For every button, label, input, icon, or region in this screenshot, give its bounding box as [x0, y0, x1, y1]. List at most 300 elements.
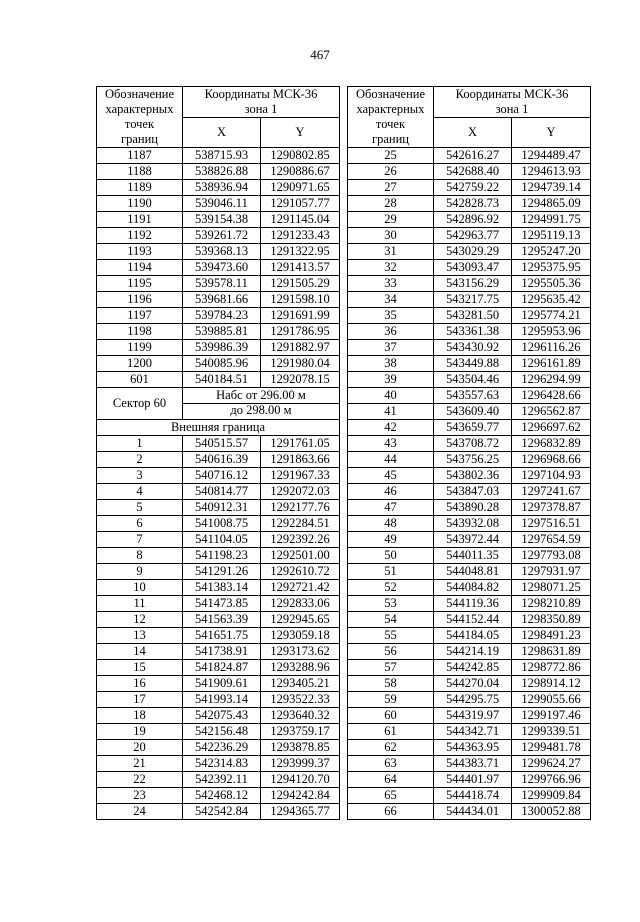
y-coordinate-cell: 1297241.67 — [512, 484, 591, 500]
table-row — [97, 276, 340, 292]
page-number: 467 — [310, 47, 330, 62]
x-coordinate-cell: 544184.05 — [434, 628, 512, 644]
table-row — [348, 356, 591, 372]
x-coordinate-cell: 543890.28 — [434, 500, 512, 516]
y-coordinate-cell: 1293059.18 — [261, 628, 340, 644]
y-coordinate-cell: 1298071.25 — [512, 580, 591, 596]
table-row — [348, 276, 591, 292]
x-coordinate-cell: 539154.38 — [183, 212, 261, 228]
table-row — [97, 692, 340, 708]
point-id-cell: 45 — [348, 468, 434, 484]
point-id-cell: 16 — [97, 676, 183, 692]
x-column-header: X — [183, 118, 261, 148]
point-id-cell: 56 — [348, 644, 434, 660]
x-coordinate-cell: 539681.66 — [183, 292, 261, 308]
point-id-cell: 8 — [97, 548, 183, 564]
y-coordinate-cell: 1299339.51 — [512, 724, 591, 740]
y-coordinate-cell: 1299766.96 — [512, 772, 591, 788]
y-coordinate-cell: 1295247.20 — [512, 244, 591, 260]
point-id-cell: 32 — [348, 260, 434, 276]
table-row — [97, 340, 340, 356]
point-id-cell: 5 — [97, 500, 183, 516]
x-coordinate-cell: 540085.96 — [183, 356, 261, 372]
y-coordinate-cell: 1291505.29 — [261, 276, 340, 292]
point-id-cell: 1198 — [97, 324, 183, 340]
x-coordinate-cell: 543557.63 — [434, 388, 512, 404]
point-id-cell: 39 — [348, 372, 434, 388]
y-coordinate-cell: 1292501.00 — [261, 548, 340, 564]
table-row — [348, 676, 591, 692]
table-row — [348, 788, 591, 804]
y-coordinate-cell: 1291145.04 — [261, 212, 340, 228]
x-coordinate-cell: 542896.92 — [434, 212, 512, 228]
y-coordinate-cell: 1299197.46 — [512, 708, 591, 724]
y-coordinate-cell: 1299055.66 — [512, 692, 591, 708]
table-row — [348, 612, 591, 628]
y-coordinate-cell: 1299481.78 — [512, 740, 591, 756]
x-coordinate-cell: 542075.43 — [183, 708, 261, 724]
table-row — [97, 212, 340, 228]
point-id-cell: 65 — [348, 788, 434, 804]
y-coordinate-cell: 1292392.26 — [261, 532, 340, 548]
y-coordinate-cell: 1298210.89 — [512, 596, 591, 612]
x-coordinate-cell: 541198.23 — [183, 548, 261, 564]
x-coordinate-cell: 543659.77 — [434, 420, 512, 436]
y-coordinate-cell: 1290971.65 — [261, 180, 340, 196]
y-coordinate-cell: 1294991.75 — [512, 212, 591, 228]
point-id-cell: 54 — [348, 612, 434, 628]
point-id-cell: 44 — [348, 452, 434, 468]
table-row — [97, 596, 340, 612]
point-id-cell: 6 — [97, 516, 183, 532]
x-coordinate-cell: 544319.97 — [434, 708, 512, 724]
x-coordinate-cell: 543029.29 — [434, 244, 512, 260]
table-row — [97, 676, 340, 692]
point-id-cell: 25 — [348, 148, 434, 164]
y-coordinate-cell: 1293522.33 — [261, 692, 340, 708]
x-coordinate-cell: 543430.92 — [434, 340, 512, 356]
table-row — [348, 644, 591, 660]
table-row — [348, 164, 591, 180]
table-row — [348, 516, 591, 532]
point-id-cell: 61 — [348, 724, 434, 740]
table-row — [348, 628, 591, 644]
table-row — [348, 740, 591, 756]
table-row — [348, 564, 591, 580]
y-coordinate-cell: 1291057.77 — [261, 196, 340, 212]
table-row — [348, 292, 591, 308]
designation-header: Обозначение характерных точек границ — [97, 87, 183, 148]
table-row — [348, 468, 591, 484]
table-row — [97, 436, 340, 452]
point-id-cell: 22 — [97, 772, 183, 788]
x-coordinate-cell: 544214.19 — [434, 644, 512, 660]
y-coordinate-cell: 1300052.88 — [512, 804, 591, 820]
point-id-cell: 43 — [348, 436, 434, 452]
table-row — [348, 196, 591, 212]
point-id-cell: 1194 — [97, 260, 183, 276]
point-id-cell: 35 — [348, 308, 434, 324]
y-coordinate-cell: 1296428.66 — [512, 388, 591, 404]
point-id-cell: 51 — [348, 564, 434, 580]
y-coordinate-cell: 1296562.87 — [512, 404, 591, 420]
point-id-cell: 12 — [97, 612, 183, 628]
x-coordinate-cell: 543756.25 — [434, 452, 512, 468]
table-row — [97, 772, 340, 788]
table-row — [97, 708, 340, 724]
x-coordinate-cell: 544342.71 — [434, 724, 512, 740]
y-coordinate-cell: 1299909.84 — [512, 788, 591, 804]
sector-height-from-cell: Набс от 296.00 м — [183, 388, 340, 404]
x-coordinate-cell: 542828.73 — [434, 196, 512, 212]
x-coordinate-cell: 541738.91 — [183, 644, 261, 660]
sector-row — [97, 388, 340, 404]
point-id-cell: 27 — [348, 180, 434, 196]
point-id-cell: 1196 — [97, 292, 183, 308]
y-coordinate-cell: 1295635.42 — [512, 292, 591, 308]
x-coordinate-cell: 542688.40 — [434, 164, 512, 180]
point-id-cell: 38 — [348, 356, 434, 372]
point-id-cell: 7 — [97, 532, 183, 548]
y-coordinate-cell: 1291863.66 — [261, 452, 340, 468]
x-coordinate-cell: 544363.95 — [434, 740, 512, 756]
table-row — [348, 772, 591, 788]
y-coordinate-cell: 1294613.93 — [512, 164, 591, 180]
x-coordinate-cell: 542542.84 — [183, 804, 261, 820]
y-coordinate-cell: 1293405.21 — [261, 676, 340, 692]
point-id-cell: 62 — [348, 740, 434, 756]
table-row — [97, 516, 340, 532]
x-coordinate-cell: 541993.14 — [183, 692, 261, 708]
point-id-cell: 1193 — [97, 244, 183, 260]
table-row — [97, 788, 340, 804]
x-coordinate-cell: 543281.50 — [434, 308, 512, 324]
table-row — [348, 388, 591, 404]
table-row — [97, 196, 340, 212]
table-row — [348, 260, 591, 276]
table-row — [97, 548, 340, 564]
table-row — [348, 596, 591, 612]
y-coordinate-cell: 1296294.99 — [512, 372, 591, 388]
point-id-cell: 58 — [348, 676, 434, 692]
table-row — [348, 500, 591, 516]
x-coordinate-cell: 544434.01 — [434, 804, 512, 820]
x-coordinate-cell: 544270.04 — [434, 676, 512, 692]
x-coordinate-cell: 543932.08 — [434, 516, 512, 532]
table-row — [97, 372, 340, 388]
table-row — [97, 468, 340, 484]
x-coordinate-cell: 540912.31 — [183, 500, 261, 516]
point-id-cell: 59 — [348, 692, 434, 708]
y-coordinate-cell: 1296832.89 — [512, 436, 591, 452]
table-row — [348, 708, 591, 724]
table-row — [97, 724, 340, 740]
table-row — [348, 484, 591, 500]
x-coordinate-cell: 541563.39 — [183, 612, 261, 628]
y-coordinate-cell: 1291761.05 — [261, 436, 340, 452]
x-coordinate-cell: 542236.29 — [183, 740, 261, 756]
x-coordinate-cell: 544242.85 — [434, 660, 512, 676]
point-id-cell: 53 — [348, 596, 434, 612]
y-coordinate-cell: 1293759.17 — [261, 724, 340, 740]
coordinates-header: Координаты МСК-36 зона 1 — [434, 87, 591, 118]
table-row — [348, 548, 591, 564]
x-coordinate-cell: 544152.44 — [434, 612, 512, 628]
x-coordinate-cell: 544011.35 — [434, 548, 512, 564]
right-table-body — [348, 87, 591, 820]
x-coordinate-cell: 543847.03 — [434, 484, 512, 500]
y-coordinate-cell: 1294365.77 — [261, 804, 340, 820]
table-row — [97, 740, 340, 756]
table-row — [97, 564, 340, 580]
point-id-cell: 63 — [348, 756, 434, 772]
point-id-cell: 18 — [97, 708, 183, 724]
x-coordinate-cell: 543156.29 — [434, 276, 512, 292]
x-coordinate-cell: 542314.83 — [183, 756, 261, 772]
x-coordinate-cell: 542963.77 — [434, 228, 512, 244]
y-coordinate-cell: 1292177.76 — [261, 500, 340, 516]
x-coordinate-cell: 541473.85 — [183, 596, 261, 612]
table-row — [348, 420, 591, 436]
point-id-cell: 1192 — [97, 228, 183, 244]
y-coordinate-cell: 1297931.97 — [512, 564, 591, 580]
table-row — [97, 164, 340, 180]
y-coordinate-cell: 1291233.43 — [261, 228, 340, 244]
y-coordinate-cell: 1294739.14 — [512, 180, 591, 196]
point-id-cell: 20 — [97, 740, 183, 756]
y-coordinate-cell: 1298914.12 — [512, 676, 591, 692]
x-coordinate-cell: 543361.38 — [434, 324, 512, 340]
table-row — [348, 340, 591, 356]
x-coordinate-cell: 543609.40 — [434, 404, 512, 420]
table-row — [348, 724, 591, 740]
y-coordinate-cell: 1291882.97 — [261, 340, 340, 356]
y-coordinate-cell: 1291691.99 — [261, 308, 340, 324]
x-coordinate-cell: 544401.97 — [434, 772, 512, 788]
y-coordinate-cell: 1295505.36 — [512, 276, 591, 292]
x-coordinate-cell: 543802.36 — [434, 468, 512, 484]
table-row — [348, 660, 591, 676]
point-id-cell: 29 — [348, 212, 434, 228]
point-id-cell: 15 — [97, 660, 183, 676]
y-coordinate-cell: 1297654.59 — [512, 532, 591, 548]
table-row — [348, 228, 591, 244]
y-coordinate-cell: 1296161.89 — [512, 356, 591, 372]
point-id-cell: 1199 — [97, 340, 183, 356]
outer-boundary-row — [97, 420, 340, 436]
y-coordinate-cell: 1297516.51 — [512, 516, 591, 532]
x-coordinate-cell: 541008.75 — [183, 516, 261, 532]
table-row — [348, 180, 591, 196]
y-coordinate-cell: 1298350.89 — [512, 612, 591, 628]
x-coordinate-cell: 539784.23 — [183, 308, 261, 324]
y-coordinate-cell: 1291980.04 — [261, 356, 340, 372]
x-coordinate-cell: 542392.11 — [183, 772, 261, 788]
point-id-cell: 26 — [348, 164, 434, 180]
y-coordinate-cell: 1297104.93 — [512, 468, 591, 484]
point-id-cell: 31 — [348, 244, 434, 260]
x-coordinate-cell: 539368.13 — [183, 244, 261, 260]
x-coordinate-cell: 538936.94 — [183, 180, 261, 196]
x-coordinate-cell: 542616.27 — [434, 148, 512, 164]
table-row — [348, 436, 591, 452]
y-coordinate-cell: 1292284.51 — [261, 516, 340, 532]
y-coordinate-cell: 1297378.87 — [512, 500, 591, 516]
point-id-cell: 1187 — [97, 148, 183, 164]
point-id-cell: 66 — [348, 804, 434, 820]
y-coordinate-cell: 1296116.26 — [512, 340, 591, 356]
point-id-cell: 1188 — [97, 164, 183, 180]
sector-height-to-cell: до 298.00 м — [183, 404, 340, 420]
sector-name-cell: Сектор 60 — [97, 388, 183, 420]
table-row — [348, 692, 591, 708]
x-coordinate-cell: 544119.36 — [434, 596, 512, 612]
point-id-cell: 14 — [97, 644, 183, 660]
x-coordinate-cell: 538715.93 — [183, 148, 261, 164]
table-row — [348, 452, 591, 468]
table-row — [348, 324, 591, 340]
x-coordinate-cell: 542759.22 — [434, 180, 512, 196]
table-row — [97, 644, 340, 660]
point-id-cell: 9 — [97, 564, 183, 580]
table-row — [97, 500, 340, 516]
x-coordinate-cell: 539046.11 — [183, 196, 261, 212]
point-id-cell: 601 — [97, 372, 183, 388]
x-coordinate-cell: 539473.60 — [183, 260, 261, 276]
point-id-cell: 24 — [97, 804, 183, 820]
y-coordinate-cell: 1293288.96 — [261, 660, 340, 676]
x-coordinate-cell: 544084.82 — [434, 580, 512, 596]
y-coordinate-cell: 1294865.09 — [512, 196, 591, 212]
x-coordinate-cell: 540184.51 — [183, 372, 261, 388]
left-table-body — [97, 87, 340, 820]
y-coordinate-cell: 1291598.10 — [261, 292, 340, 308]
point-id-cell: 64 — [348, 772, 434, 788]
table-row — [348, 756, 591, 772]
table-row — [97, 756, 340, 772]
x-coordinate-cell: 540616.39 — [183, 452, 261, 468]
table-row — [97, 356, 340, 372]
x-coordinate-cell: 543449.88 — [434, 356, 512, 372]
y-coordinate-cell: 1292610.72 — [261, 564, 340, 580]
point-id-cell: 49 — [348, 532, 434, 548]
y-coordinate-cell: 1292833.06 — [261, 596, 340, 612]
coordinates-header: Координаты МСК-36 зона 1 — [183, 87, 340, 118]
y-coordinate-cell: 1294120.70 — [261, 772, 340, 788]
x-coordinate-cell: 542156.48 — [183, 724, 261, 740]
x-coordinate-cell: 543972.44 — [434, 532, 512, 548]
table-row — [348, 372, 591, 388]
x-coordinate-cell: 543708.72 — [434, 436, 512, 452]
point-id-cell: 47 — [348, 500, 434, 516]
designation-header: Обозначение характерных точек границ — [348, 87, 434, 148]
x-coordinate-cell: 543217.75 — [434, 292, 512, 308]
table-row — [97, 324, 340, 340]
y-column-header: Y — [261, 118, 340, 148]
point-id-cell: 52 — [348, 580, 434, 596]
point-id-cell: 30 — [348, 228, 434, 244]
x-coordinate-cell: 539885.81 — [183, 324, 261, 340]
x-coordinate-cell: 539578.11 — [183, 276, 261, 292]
x-coordinate-cell: 541291.26 — [183, 564, 261, 580]
x-coordinate-cell: 540814.77 — [183, 484, 261, 500]
y-coordinate-cell: 1295953.96 — [512, 324, 591, 340]
point-id-cell: 48 — [348, 516, 434, 532]
table-row — [97, 484, 340, 500]
x-coordinate-cell: 541909.61 — [183, 676, 261, 692]
table-row — [97, 532, 340, 548]
x-coordinate-cell: 541104.05 — [183, 532, 261, 548]
table-row — [97, 660, 340, 676]
point-id-cell: 33 — [348, 276, 434, 292]
y-coordinate-cell: 1292078.15 — [261, 372, 340, 388]
table-row — [348, 212, 591, 228]
point-id-cell: 50 — [348, 548, 434, 564]
y-coordinate-cell: 1299624.27 — [512, 756, 591, 772]
y-coordinate-cell: 1295119.13 — [512, 228, 591, 244]
table-row — [348, 404, 591, 420]
x-coordinate-cell: 541651.75 — [183, 628, 261, 644]
y-coordinate-cell: 1296697.62 — [512, 420, 591, 436]
point-id-cell: 42 — [348, 420, 434, 436]
point-id-cell: 1191 — [97, 212, 183, 228]
point-id-cell: 1190 — [97, 196, 183, 212]
point-id-cell: 19 — [97, 724, 183, 740]
x-coordinate-cell: 541383.14 — [183, 580, 261, 596]
point-id-cell: 13 — [97, 628, 183, 644]
x-coordinate-cell: 543093.47 — [434, 260, 512, 276]
x-coordinate-cell: 540515.57 — [183, 436, 261, 452]
y-coordinate-cell: 1296968.66 — [512, 452, 591, 468]
y-coordinate-cell: 1292945.65 — [261, 612, 340, 628]
x-column-header: X — [434, 118, 512, 148]
y-coordinate-cell: 1291967.33 — [261, 468, 340, 484]
point-id-cell: 23 — [97, 788, 183, 804]
point-id-cell: 11 — [97, 596, 183, 612]
point-id-cell: 1195 — [97, 276, 183, 292]
y-coordinate-cell: 1292072.03 — [261, 484, 340, 500]
point-id-cell: 1197 — [97, 308, 183, 324]
y-coordinate-cell: 1294242.84 — [261, 788, 340, 804]
y-coordinate-cell: 1293999.37 — [261, 756, 340, 772]
x-coordinate-cell: 544048.81 — [434, 564, 512, 580]
x-coordinate-cell: 539261.72 — [183, 228, 261, 244]
table-row — [348, 580, 591, 596]
table-row — [97, 292, 340, 308]
x-coordinate-cell: 544418.74 — [434, 788, 512, 804]
point-id-cell: 46 — [348, 484, 434, 500]
table-row — [97, 308, 340, 324]
table-row — [348, 308, 591, 324]
y-coordinate-cell: 1290802.85 — [261, 148, 340, 164]
y-coordinate-cell: 1292721.42 — [261, 580, 340, 596]
y-coordinate-cell: 1294489.47 — [512, 148, 591, 164]
y-coordinate-cell: 1298491.23 — [512, 628, 591, 644]
table-row — [348, 532, 591, 548]
x-coordinate-cell: 541824.87 — [183, 660, 261, 676]
y-coordinate-cell: 1291786.95 — [261, 324, 340, 340]
table-row — [348, 244, 591, 260]
y-coordinate-cell: 1293173.62 — [261, 644, 340, 660]
point-id-cell: 17 — [97, 692, 183, 708]
y-column-header: Y — [512, 118, 591, 148]
y-coordinate-cell: 1293640.32 — [261, 708, 340, 724]
point-id-cell: 3 — [97, 468, 183, 484]
x-coordinate-cell: 543504.46 — [434, 372, 512, 388]
point-id-cell: 57 — [348, 660, 434, 676]
coordinates-table-right — [347, 86, 591, 820]
table-row — [348, 804, 591, 820]
